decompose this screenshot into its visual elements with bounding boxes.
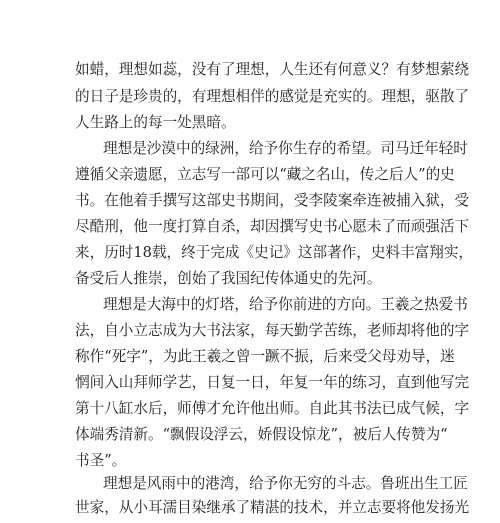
- paragraph-first-line: 理想是大海中的灯塔，给予你前进的方向。王羲之热爱书: [103, 296, 468, 313]
- text-line: 尽酷刑，他一度打算自杀，却因撰写史书心愿未了而顽强活下: [75, 218, 470, 235]
- paragraph-first-line: 理想是风雨中的港湾，给予你无穷的斗志。鲁班出生工匠: [103, 475, 468, 492]
- paragraph-first-line: 理想是沙漠中的绿洲，给予你生存的希望。司马迁年轻时: [103, 140, 468, 157]
- text-line: 法，自小立志成为大书法家，每天勤学苦练，老师却将他的字: [75, 322, 470, 339]
- text-line: 如蜡，理想如蕊，没有了理想，人生还有何意义？有梦想萦绕: [75, 61, 470, 78]
- text-line: 世家，从小耳濡目染继承了精湛的技术，并立志要将他发扬光: [75, 499, 470, 516]
- text-line: 备受后人推崇，创始了我国纪传体通史的先河。: [75, 270, 382, 287]
- text-line: 称作“死字”，为此王羲之曾一蹶不振，后来受父母劝导，迷: [75, 348, 455, 365]
- text-line: 第十八缸水后，师傅才允许他出师。自此其书法已成气候，字: [75, 400, 470, 417]
- text-line: 书。在他着手撰写这部史书期间，受李陵案牵连被捕入狱，受: [75, 192, 470, 209]
- text-line: 来，历时18载，终于完成《史记》这部著作，史料丰富翔实，: [75, 244, 474, 261]
- text-line: 人生路上的每一处黑暗。: [75, 114, 236, 131]
- text-line: 惘间入山拜师学艺，日复一日，年复一年的练习，直到他写完: [75, 374, 470, 391]
- text-line: 的日子是珍贵的，有理想相伴的感觉是充实的。理想，驱散了: [75, 88, 470, 105]
- text-line: 体端秀清新。“飘假设浮云，娇假设惊龙”，被后人传赞为“: [75, 426, 448, 443]
- text-line: 书圣”。: [75, 452, 127, 469]
- text-line: 遵循父亲遗愿，立志写一部可以“藏之名山，传之后人”的史: [75, 166, 455, 183]
